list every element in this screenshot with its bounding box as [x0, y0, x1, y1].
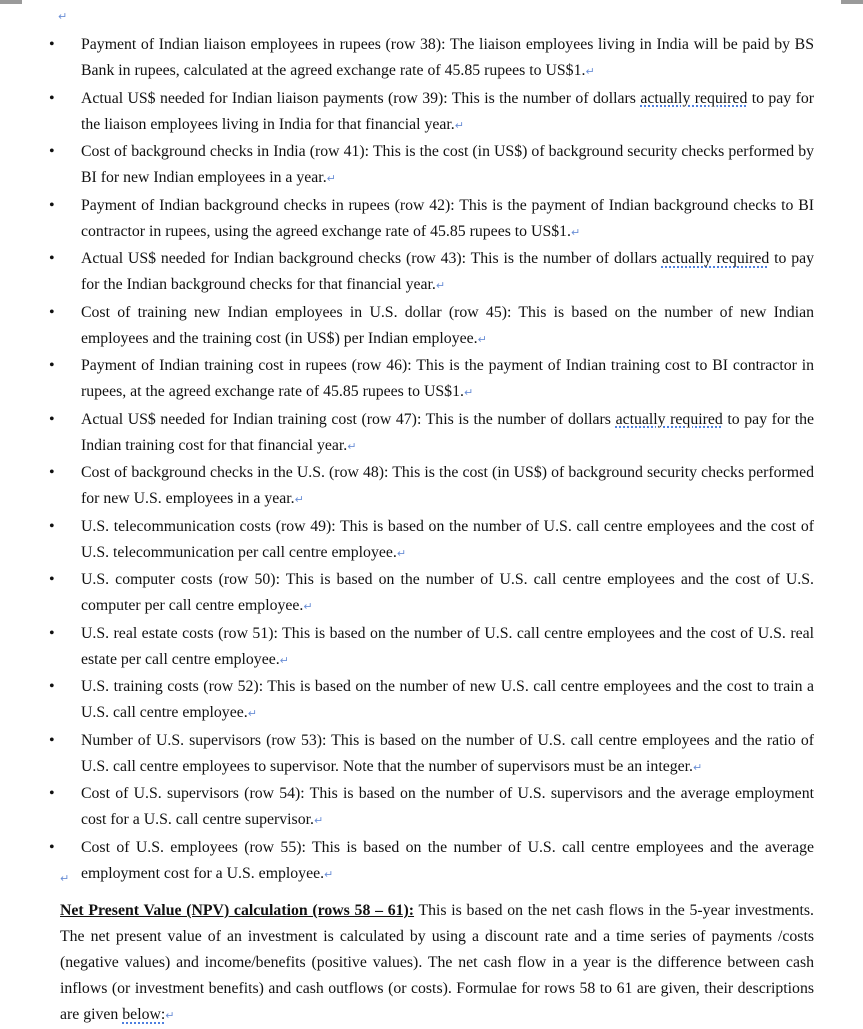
bullet-dot-icon: • — [49, 250, 55, 267]
paragraph-mark-icon: ↵ — [454, 118, 464, 132]
bullet-dot-icon: • — [49, 517, 55, 535]
paragraph-mark-icon: ↵ — [247, 707, 257, 720]
bullet-text: Cost of training new Indian employees in U.S. dollar (row 45): This is based on the number of new Indian employees and the training cost (in US$) per Indian employee. — [81, 303, 814, 347]
paragraph-mark-icon: ↵ — [165, 1009, 175, 1022]
bullet-dot-icon: • — [49, 624, 55, 642]
bullet-dot-icon: • — [49, 89, 55, 107]
bullet-dot-icon: • — [49, 357, 55, 374]
bullet-item — [0, 300, 814, 353]
grammar-marked-text: actually required — [615, 410, 723, 428]
bullet-dot-icon: • — [49, 678, 55, 695]
paragraph-mark-icon: ↵ — [58, 10, 68, 23]
paragraph-mark-icon: ↵ — [435, 279, 446, 292]
bullet-item — [0, 621, 814, 674]
paragraph-mark-icon: ↵ — [294, 493, 304, 506]
bullet-text: Actual US$ needed for Indian background checks (row 43): This is the number of dollars — [81, 250, 662, 267]
npv-paragraph — [60, 898, 814, 1029]
bullet-item — [0, 728, 814, 781]
bullet-item — [0, 193, 814, 246]
paragraph-mark-icon: ↵ — [477, 332, 487, 346]
bullet-dot-icon: • — [49, 303, 55, 321]
bullet-text: Payment of Indian training cost in rupees (row 46): This is the payment of Indian training cost to BI contractor in rupees, at the agreed exchange rate of 45.85 rupees to US$1. — [81, 357, 814, 400]
paragraph-mark-icon: ↵ — [396, 546, 407, 560]
paragraph-mark-icon: ↵ — [463, 386, 474, 399]
bullet-item — [0, 514, 814, 567]
bullet-dot-icon: • — [49, 36, 55, 53]
bullet-text: Actual US$ needed for Indian training cost (row 47): This is the number of dollars — [81, 410, 616, 428]
bullet-dot-icon: • — [49, 410, 55, 428]
bullet-dot-icon: • — [49, 143, 55, 160]
bullet-text: Cost of U.S. supervisors (row 54): This is based on the number of U.S. supervisors and the average employment cost for a U.S. call centre supervisor. — [81, 785, 814, 828]
paragraph-mark-icon: ↵ — [279, 653, 289, 667]
paragraph-mark-icon: ↵ — [303, 600, 313, 613]
bullet-dot-icon: • — [49, 785, 55, 802]
paragraph-mark-icon: ↵ — [60, 872, 70, 885]
bullet-text: Payment of Indian liaison employees in rupees (row 38): The liaison employees living in India will be paid by BS Bank in rupees, calculated at the agreed exchange rate of 45.85 rupees to US$1. — [81, 36, 814, 79]
grammar-marked-text: actually required — [640, 89, 748, 107]
paragraph-mark-icon: ↵ — [347, 439, 357, 453]
bullet-item — [0, 32, 814, 85]
bullet-dot-icon: • — [49, 731, 55, 749]
bullet-dot-icon: • — [49, 571, 55, 588]
bullet-list — [0, 32, 863, 888]
paragraph-mark-icon: ↵ — [326, 172, 336, 185]
page-corner-mark-left — [0, 0, 22, 4]
npv-body: This is based on the net cash flows in the 5-year investments. The net present value of an investment is calculated by using a discount rate and a time series of payments /costs (negative values) and income/benefits (positive values). The net cash flow in a year is the difference between cash inflows (or investment benefits) and cash outflows (or costs). Formulae for rows 58 to 61 are given, their descriptions are given — [60, 902, 814, 1023]
bullet-item — [0, 460, 814, 513]
bullet-text: U.S. computer costs (row 50): This is based on the number of U.S. call centre employees and the cost of U.S. computer per call centre employee. — [81, 571, 814, 614]
npv-tail: below: — [122, 1006, 166, 1023]
page-corner-mark-right — [841, 0, 863, 4]
bullet-item — [0, 674, 814, 727]
bullet-text: Number of U.S. supervisors (row 53): This is based on the number of U.S. call centre employees and the ratio of U.S. call centre employees to supervisor. Note that the number of supervisors must be an integer. — [81, 731, 814, 775]
bullet-text: U.S. real estate costs (row 51): This is based on the number of U.S. call centre employees and the cost of U.S. real estate per call centre employee. — [81, 624, 814, 668]
bullet-dot-icon: • — [49, 464, 55, 481]
grammar-marked-text: actually required — [661, 250, 770, 267]
bullet-item — [0, 835, 814, 888]
bullet-item — [0, 567, 814, 620]
bullet-text: Cost of background checks in the U.S. (row 48): This is the cost (in US$) of background security checks performed for new U.S. employees in a year. — [81, 464, 814, 507]
bullet-item — [0, 246, 814, 299]
paragraph-mark-icon: ↵ — [692, 760, 703, 774]
bullet-text: Cost of background checks in India (row 41): This is the cost (in US$) of background security checks performed by BI for new Indian employees in a year. — [81, 143, 814, 186]
bullet-text: Actual US$ needed for Indian liaison payments (row 39): This is the number of dollars — [81, 89, 641, 107]
bullet-item — [0, 781, 814, 834]
bullet-text: U.S. telecommunication costs (row 49): This is based on the number of U.S. call centre employees and the cost of U.S. telecommunication per call centre employee. — [81, 517, 814, 561]
bullet-item — [0, 407, 814, 460]
bullet-dot-icon: • — [49, 196, 55, 214]
bullet-item — [0, 353, 814, 406]
bullet-text: to pay for the Indian training cost for that financial year. — [81, 410, 814, 454]
bullet-item — [0, 86, 814, 139]
paragraph-mark-icon: ↵ — [570, 225, 581, 239]
paragraph-mark-icon: ↵ — [585, 65, 595, 78]
paragraph-mark-icon: ↵ — [313, 814, 324, 827]
npv-heading: Net Present Value (NPV) calculation (rows 58 – 61): — [60, 902, 415, 919]
bullet-text: to pay for the Indian background checks for that financial year. — [81, 250, 815, 293]
paragraph-mark-icon: ↵ — [324, 867, 334, 881]
bullet-text: U.S. training costs (row 52): This is based on the number of new U.S. call centre employees and the cost to train a U.S. call centre employee. — [81, 678, 814, 721]
bullet-text: Payment of Indian background checks in rupees (row 42): This is the payment of Indian background checks to BI contractor in rupees, using the agreed exchange rate of 45.85 rupees to US$1. — [81, 196, 814, 240]
bullet-text: to pay for the liaison employees living in India for that financial year. — [81, 89, 815, 133]
bullet-item — [0, 139, 814, 192]
bullet-dot-icon: • — [49, 838, 55, 856]
bullet-text: Cost of U.S. employees (row 55): This is based on the number of U.S. call centre employees and the average employment cost for a U.S. employee. — [81, 838, 814, 882]
